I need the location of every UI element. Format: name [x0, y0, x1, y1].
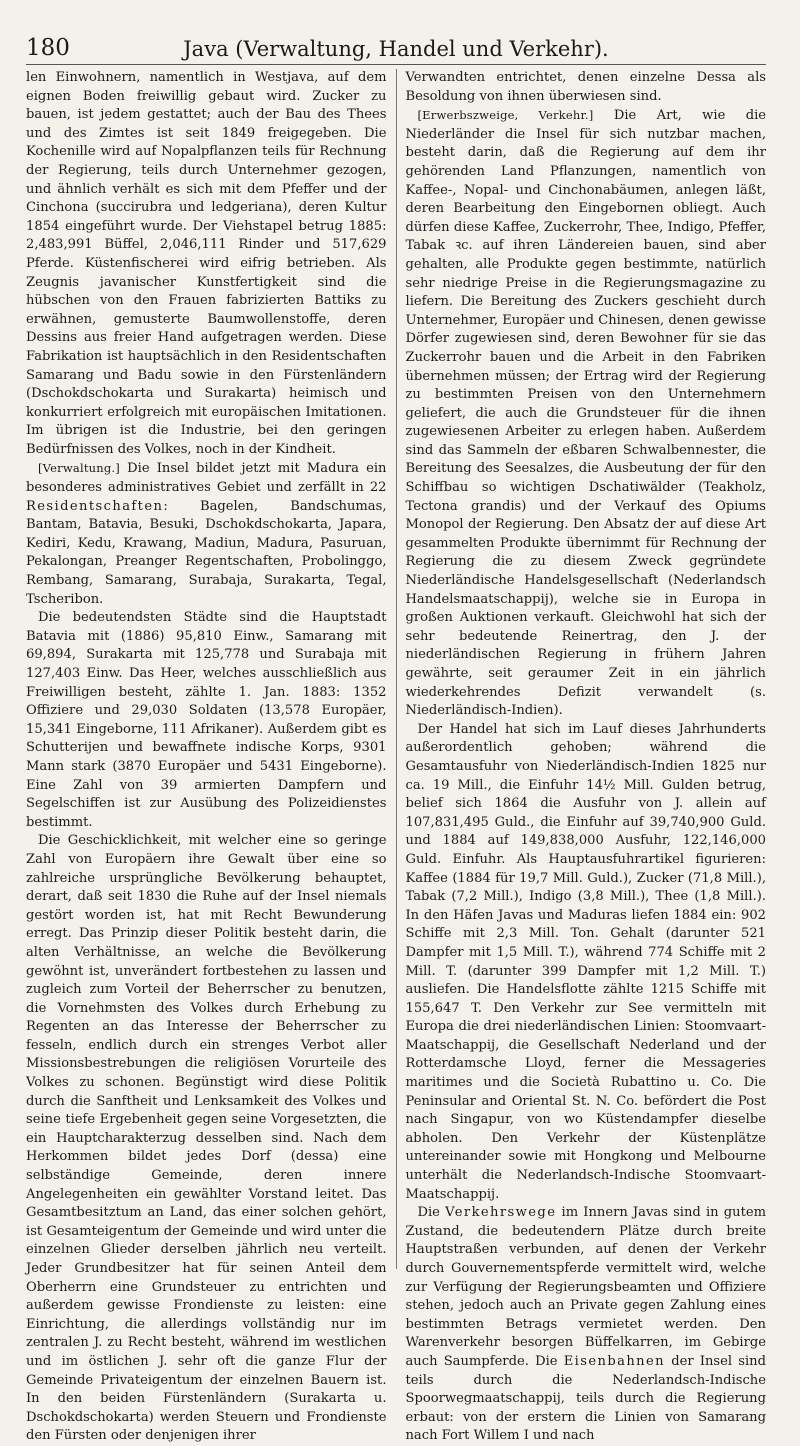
paragraph-handel: Der Handel hat sich im Lauf dieses Jahrhunderts außerordentlich gehoben; während die Gesamtausfuhr von Niederländisch-Indien 1825 nur ca. 19 Mill., die Einfuhr 14½ Mill. Gulden betrug, belief sich 1864 die Ausfuhr von J. allein auf 107,831,495 Guld., die Einfuhr auf 39,740,900 Guld. und 1884 auf 149,838,000 Ausfuhr, 122,146,000 Guld. Einfuhr. Als Hauptausfuhrartikel figurieren: Kaffee (1884 für 19,7 Mill. Guld.), Zucker (71,8 Mill.), Tabak (7,2 Mill.), Indigo (3,8 Mill.), Thee (1,8 Mill.). In den Häfen Javas und Maduras liefen 1884 ein: 902 Schiffe mit 2,3 Mill. Ton. Gehalt (darunter 521 Dampfer mit 1,5 Mill. T.), während 774 Schiffe mit 2 Mill. T. (darunter 399 Dampfer mit 1,2 Mill. T.) ausliefen. Die Handelsflotte zählte 1215 Schiffe mit 155,647 T. Den Verkehr zur See vermitteln mit Europa die drei niederländischen Linien: Stoomvaart-Maatschappij, die Gesellschaft Nederland und der Rotterdamsche Lloyd, ferner die Messageries maritimes und die Società Rubattino u. Co. Die Peninsular and Oriental St. N. Co. befördert die Post nach Singapur, von wo Küstendampfer dieselbe abholen. Den Verkehr der Küstenplätze untereinander sowie mit Hongkong und Melbourne unterhält die Nederlandsch-Indische Stoomvaart-Maatschappij.	[405, 721, 766, 1202]
verkehrswege-text-b: im Innern Javas sind in gutem Zustand, die bedeutendern Plätze durch breite Hauptstraßen verbunden, auf denen der Verkehr durch Gouvernementspferde vermittelt wird, welche zur Verfügung der Regierungsbeamten und Offiziere stehen, jedoch auch an Private gegen Zahlung eines bestimmten Betrags vermietet werden. Den Warenverkehr besorgen Büffelkarren, im Gebirge auch Saumpferde. Die	[405, 1205, 766, 1369]
text-columns	[26, 69, 767, 1444]
left-column	[26, 69, 396, 1444]
paragraph-verkehrswege	[406, 1204, 767, 1446]
right-column	[396, 69, 767, 1444]
running-head: Java (Verwaltung, Handel und Verkehr).	[183, 37, 609, 61]
paragraph-agriculture-industry: len Einwohnern, namentlich in Westjava, auf dem eignen Boden freiwillig gebaut wird. Zucker zu bauen, ist jedem gestattet; auch der Bau des Thees und des Zimtes ist seit 1849 freigegeben. Die Kochenille wird auf Nopalpflanzen teils für Rechnung der Regierung, teils durch Unternehmer gezogen, und ähnlich verhält es sich mit dem Pfeffer und der Cinchona (succirubra und ledgeriana), deren Kultur 1854 eingeführt wurde. Der Viehstapel betrug 1885: 2,483,991 Büffel, 2,046,111 Rinder und 517,629 Pferde. Küstenfischerei wird eifrig betrieben. Als Zeugnis javanischer Kunstfertigkeit sind die hübschen von den Frauen fabrizierten Battiks zu erwähnen, gemusterte Baumwollenstoffe, deren Dessins aus freier Hand aufgetragen werden. Diese Fabrikation ist hauptsächlich in den Residentschaften Samarang und Badu sowie in den Fürstenländern (Dschokdschokarta und Surakarta) heimisch und konkurriert erfolgreich mit europäischen Imitationen. Im übrigen ist die Industrie, bei den geringen Bedürfnissen des Volkes, noch in der Kindheit.	[26, 70, 387, 457]
rubric-erwerbszweige: [Erwerbszweige, Verkehr.]	[417, 108, 594, 123]
page-number: 180	[26, 35, 70, 61]
paragraph-policy: Die Geschicklichkeit, mit welcher eine so geringe Zahl von Europäern ihre Gewalt über eine so zahlreiche ursprüngliche Bevölkerung behauptet, derart, daß seit 1830 die Ruhe auf der Insel niemals gestört worden ist, hat mit Recht Bewunderung erregt. Das Prinzip dieser Politik besteht darin, die alten Verhältnisse, an welche die Bevölkerung gewöhnt ist, unverändert fortbestehen zu lassen und zugleich zum Vorteil der Beherrscher zu benutzen, die Vornehmsten des Volkes durch Erhebung zu Regenten an das Interesse der Beherrscher zu fesseln, endlich durch ein strenges Verbot aller Missionsbestrebungen die religiösen Vorurteile des Volkes zu schonen. Begünstigt wird diese Politik durch die Sanftheit und Lenksamkeit des Volkes und seine tiefe Ergebenheit gegen seine Vorgesetzten, die ein Hauptcharakterzug desselben sind. Nach dem Herkommen bildet jedes Dorf (dessa) eine selbständige Gemeinde, deren innere Angelegenheiten ein gewählter Vorstand leitet. Das Gesamtbesitztum an Land, das einer solchen gehört, ist Gesamteigentum der Gemeinde und wird unter die einzelnen Glieder derselben jährlich neu verteilt. Jeder Grundbesitzer hat für seinen Anteil dem Oberherrn eine Grundsteuer zu entrichten und außerdem gewisse Frondienste zu leisten: eine Einrichtung, die allerdings vollständig nur im zentralen J. zu Recht besteht, während im westlichen und im östlichen J. sehr oft die ganze Flur der Gemeinde Privateigentum der einzelnen Bauern ist. In den beiden Fürstenländern (Surakarta u. Dschokdschokarta) werden Steuern und Frondienste den Fürsten oder denjenigen ihrer	[26, 833, 387, 1444]
erwerbszweige-text: Die Art, wie die Niederländer die Insel für sich nutzbar machen, besteht darin, daß die Regierung auf dem ihr gehörenden Land Pflanzungen, namentlich von Kaffee-, Nopal- und Cinchonabäumen, anlegen läßt, deren Bearbeitung den Eingebornen obliegt. Auch dürfen diese Kaffee, Zuckerrohr, Thee, Indigo, Pfeffer, Tabak ꝛc. auf ihren Ländereien bauen, sind aber gehalten, alle Produkte gegen bestimmte, natürlich sehr niedrige Preise in die Regierungsmagazine zu liefern. Die Bereitung des Zuckers geschieht durch Unternehmer, Europäer und Chinesen, denen gewisse Dörfer zugewiesen sind, deren Bewohner für sie das Zuckerrohr bauen und die Arbeit in den Fabriken übernehmen müssen; der Ertrag wird der Regierung zu bestimmten Preisen von den Unternehmern geliefert, die auch die Grundsteuer für die ihnen zugewiesenen Arbeiter zu erlegen haben. Außerdem sind das Sammeln der eßbaren Schwalbennester, die Bereitung des Seesalzes, die Ausbeutung der für den Schiffbau so wichtigen Dschatiwälder (Teakholz, Tectona grandis) und der Verkauf des Opiums Monopol der Regierung. Den Absatz der auf diese Art gesammelten Produkte übernimmt für Rechnung der Regierung die zu diesem Zweck gegründete Niederländische Handelsgesellschaft (Nederlandsch Handelsmaatschappij), welche sie in Europa in großen Auktionen verkauft. Gleichwohl hat sich der sehr bedeutende Reinertrag, den J. der niederländischen Regierung in frühern Jahren gewährte, seit geraumer Zeit in ein jährlich wiederkehrendes Defizit verwandelt (s. Niederländisch-Indien).	[405, 108, 767, 719]
paragraph-verwaltung	[26, 459, 387, 609]
verkehrswege-text-c: der Insel sind teils durch die Nederlandsch-Indische Spoorwegmaatschappij, teils durch die Regierung erbaut: von der erstern die Linien von Samarang nach Fort Willem I und nach	[405, 1353, 767, 1444]
verwaltung-text-a: Die Insel bildet jetzt mit Madura ein besonderes administratives Gebiet und zerfällt in 22	[26, 461, 387, 496]
rubric-verwaltung: [Verwaltung.]	[38, 461, 120, 476]
paragraph-cities-army: Die bedeutendsten Städte sind die Hauptstadt Batavia mit (1886) 95,810 Einw., Samarang mit 69,894, Surakarta mit 125,778 und Surabaja mit 127,403 Einw. Das Heer, welches ausschließlich aus Freiwilligen besteht, zählte 1. Jan. 1883: 1352 Offiziere und 29,030 Soldaten (13,578 Europäer, 15,341 Eingeborne, 111 Afrikaner). Außerdem gibt es Schutterijen und bewaffnete indische Korps, 9301 Mann stark (3870 Europäer und 5431 Eingeborne). Eine Zahl von 39 armierten Dampfern und Segelschiffen ist zur Ausübung des Polizeidienstes bestimmt.	[26, 610, 387, 830]
verkehrswege-text-a: Die	[417, 1205, 446, 1221]
paragraph-erwerbszweige	[406, 106, 767, 721]
verwaltung-text-b: : Bagelen, Bandschumas, Bantam, Batavia, Besuki, Dschokdschokarta, Japara, Kediri, Kedu, Krawang, Madiun, Madura, Pasuruan, Pekalongan, Preanger Regentschaften, Probolinggo, Rembang, Samarang, Surabaja, Surakarta, Tegal, Tscheribon.	[26, 498, 387, 607]
eisenbahnen-term: Eisenbahnen	[563, 1353, 666, 1369]
residentschaften-term: Residentschaften	[26, 498, 164, 514]
paragraph-continuation: Verwandten entrichtet, denen einzelne Dessa als Besoldung von ihnen überwiesen sind.	[405, 70, 766, 104]
verkehrswege-term: Verkehrswege	[445, 1205, 557, 1221]
page-header	[26, 22, 766, 65]
